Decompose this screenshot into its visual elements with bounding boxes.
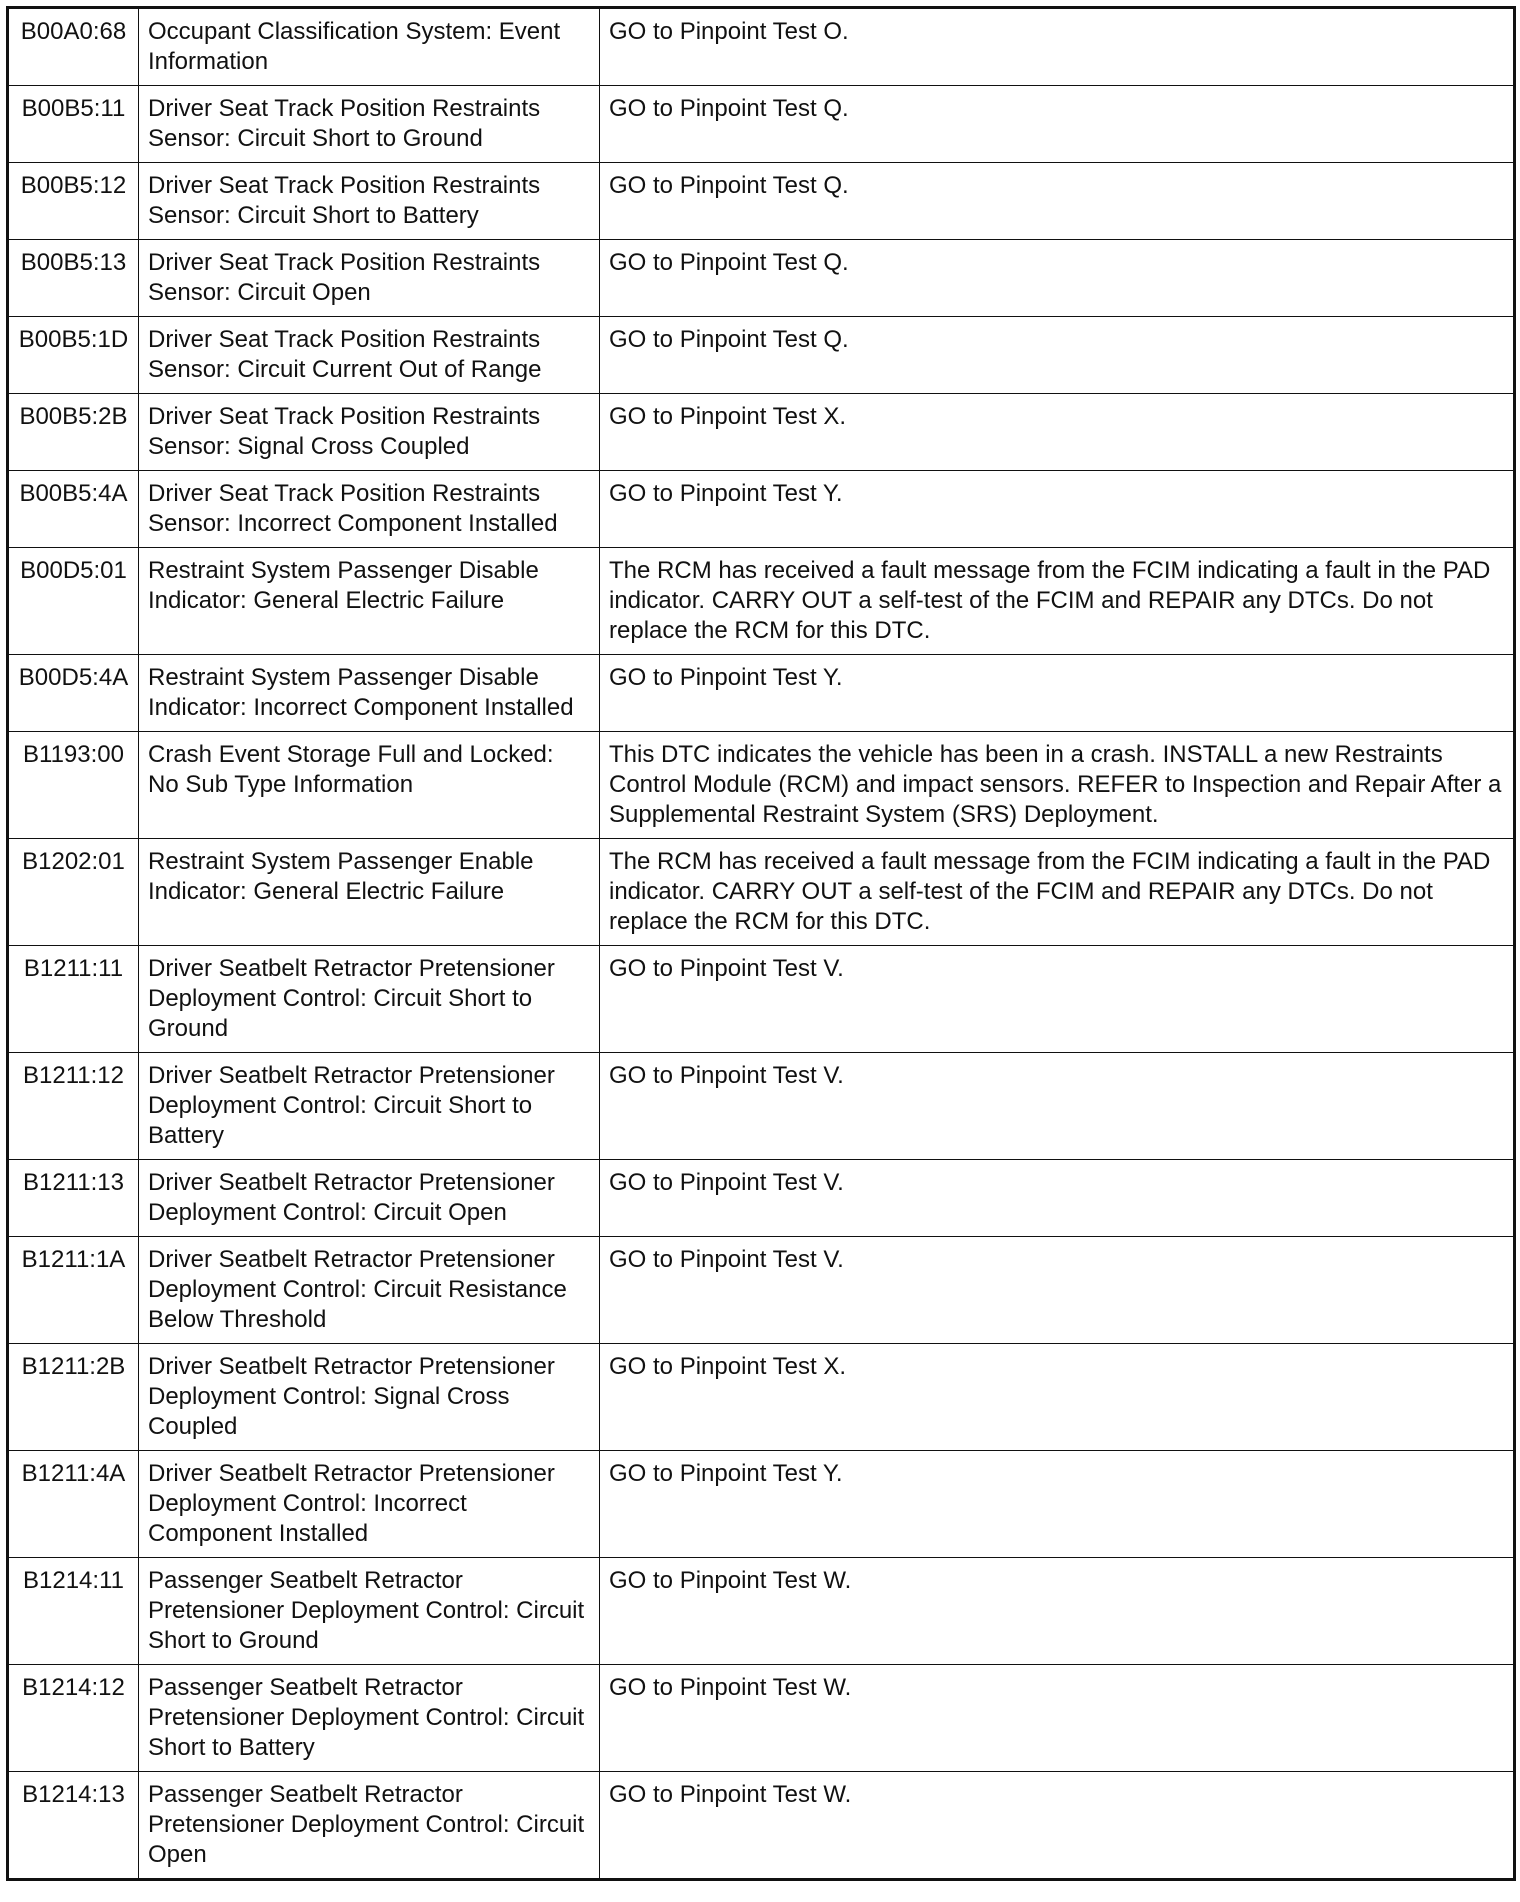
- dtc-code-cell: B1211:1A: [8, 1237, 139, 1344]
- dtc-description-cell: Driver Seat Track Position Restraints Sensor: Circuit Open: [139, 240, 600, 317]
- table-row: [8, 1053, 1515, 1160]
- dtc-action-cell: GO to Pinpoint Test Y.: [600, 471, 1515, 548]
- dtc-description-cell: Driver Seat Track Position Restraints Sensor: Signal Cross Coupled: [139, 394, 600, 471]
- dtc-description-cell: Driver Seat Track Position Restraints Sensor: Circuit Short to Battery: [139, 163, 600, 240]
- dtc-code-cell: B1214:11: [8, 1558, 139, 1665]
- table-row: [8, 86, 1515, 163]
- dtc-code-cell: B00B5:13: [8, 240, 139, 317]
- dtc-code-cell: B1211:4A: [8, 1451, 139, 1558]
- dtc-code-cell: B1193:00: [8, 732, 139, 839]
- table-row: [8, 548, 1515, 655]
- dtc-description-cell: Restraint System Passenger Disable Indicator: General Electric Failure: [139, 548, 600, 655]
- dtc-code-cell: B00B5:4A: [8, 471, 139, 548]
- table-row: [8, 655, 1515, 732]
- dtc-code-cell: B00B5:2B: [8, 394, 139, 471]
- table-row: [8, 946, 1515, 1053]
- dtc-action-cell: The RCM has received a fault message from the FCIM indicating a fault in the PAD indicator. CARRY OUT a self-test of the FCIM and REPAIR any DTCs. Do not replace the RCM for this DTC.: [600, 839, 1515, 946]
- table-row: [8, 1665, 1515, 1772]
- dtc-action-cell: GO to Pinpoint Test Q.: [600, 317, 1515, 394]
- table-row: [8, 1160, 1515, 1237]
- dtc-code-cell: B1211:13: [8, 1160, 139, 1237]
- dtc-code-cell: B00B5:11: [8, 86, 139, 163]
- table-row: [8, 394, 1515, 471]
- dtc-action-cell: GO to Pinpoint Test V.: [600, 1237, 1515, 1344]
- dtc-action-cell: GO to Pinpoint Test Q.: [600, 86, 1515, 163]
- dtc-description-cell: Driver Seat Track Position Restraints Sensor: Circuit Current Out of Range: [139, 317, 600, 394]
- dtc-code-cell: B1211:11: [8, 946, 139, 1053]
- table-row: [8, 839, 1515, 946]
- dtc-description-cell: Driver Seatbelt Retractor Pretensioner Deployment Control: Circuit Open: [139, 1160, 600, 1237]
- table-row: [8, 163, 1515, 240]
- dtc-action-cell: GO to Pinpoint Test W.: [600, 1558, 1515, 1665]
- dtc-code-cell: B1202:01: [8, 839, 139, 946]
- dtc-action-cell: This DTC indicates the vehicle has been in a crash. INSTALL a new Restraints Control Module (RCM) and impact sensors. REFER to Inspection and Repair After a Supplemental Restraint System (SRS) Deployment.: [600, 732, 1515, 839]
- table-row: [8, 1237, 1515, 1344]
- dtc-action-cell: GO to Pinpoint Test W.: [600, 1665, 1515, 1772]
- dtc-action-cell: GO to Pinpoint Test Y.: [600, 655, 1515, 732]
- dtc-description-cell: Passenger Seatbelt Retractor Pretensioner Deployment Control: Circuit Open: [139, 1772, 600, 1880]
- dtc-action-cell: GO to Pinpoint Test Q.: [600, 240, 1515, 317]
- dtc-code-cell: B1214:13: [8, 1772, 139, 1880]
- dtc-description-cell: Driver Seatbelt Retractor Pretensioner Deployment Control: Circuit Resistance Below Threshold: [139, 1237, 600, 1344]
- dtc-description-cell: Driver Seatbelt Retractor Pretensioner Deployment Control: Circuit Short to Ground: [139, 946, 600, 1053]
- dtc-code-cell: B1214:12: [8, 1665, 139, 1772]
- dtc-description-cell: Driver Seat Track Position Restraints Sensor: Incorrect Component Installed: [139, 471, 600, 548]
- dtc-description-cell: Driver Seat Track Position Restraints Sensor: Circuit Short to Ground: [139, 86, 600, 163]
- table-row: [8, 732, 1515, 839]
- dtc-code-cell: B00A0:68: [8, 8, 139, 86]
- dtc-code-cell: B00B5:12: [8, 163, 139, 240]
- dtc-action-cell: GO to Pinpoint Test Y.: [600, 1451, 1515, 1558]
- dtc-action-cell: GO to Pinpoint Test V.: [600, 1053, 1515, 1160]
- dtc-code-cell: B1211:2B: [8, 1344, 139, 1451]
- dtc-action-cell: GO to Pinpoint Test X.: [600, 1344, 1515, 1451]
- table-row: [8, 1451, 1515, 1558]
- dtc-action-cell: GO to Pinpoint Test O.: [600, 8, 1515, 86]
- dtc-description-cell: Crash Event Storage Full and Locked: No Sub Type Information: [139, 732, 600, 839]
- dtc-action-cell: The RCM has received a fault message from the FCIM indicating a fault in the PAD indicator. CARRY OUT a self-test of the FCIM and REPAIR any DTCs. Do not replace the RCM for this DTC.: [600, 548, 1515, 655]
- dtc-description-cell: Passenger Seatbelt Retractor Pretensioner Deployment Control: Circuit Short to Ground: [139, 1558, 600, 1665]
- table-row: [8, 240, 1515, 317]
- table-row: [8, 317, 1515, 394]
- dtc-action-cell: GO to Pinpoint Test X.: [600, 394, 1515, 471]
- dtc-code-cell: B1211:12: [8, 1053, 139, 1160]
- dtc-table: [6, 6, 1516, 1881]
- dtc-description-cell: Restraint System Passenger Enable Indicator: General Electric Failure: [139, 839, 600, 946]
- table-row: [8, 1772, 1515, 1880]
- dtc-code-cell: B00D5:4A: [8, 655, 139, 732]
- table-row: [8, 471, 1515, 548]
- dtc-description-cell: Occupant Classification System: Event Information: [139, 8, 600, 86]
- dtc-action-cell: GO to Pinpoint Test W.: [600, 1772, 1515, 1880]
- dtc-code-cell: B00B5:1D: [8, 317, 139, 394]
- table-row: [8, 1344, 1515, 1451]
- table-row: [8, 8, 1515, 86]
- dtc-description-cell: Driver Seatbelt Retractor Pretensioner Deployment Control: Incorrect Component Installed: [139, 1451, 600, 1558]
- dtc-description-cell: Driver Seatbelt Retractor Pretensioner Deployment Control: Signal Cross Coupled: [139, 1344, 600, 1451]
- dtc-action-cell: GO to Pinpoint Test Q.: [600, 163, 1515, 240]
- dtc-code-cell: B00D5:01: [8, 548, 139, 655]
- table-row: [8, 1558, 1515, 1665]
- dtc-description-cell: Passenger Seatbelt Retractor Pretensioner Deployment Control: Circuit Short to Battery: [139, 1665, 600, 1772]
- dtc-action-cell: GO to Pinpoint Test V.: [600, 946, 1515, 1053]
- dtc-description-cell: Restraint System Passenger Disable Indicator: Incorrect Component Installed: [139, 655, 600, 732]
- dtc-action-cell: GO to Pinpoint Test V.: [600, 1160, 1515, 1237]
- dtc-description-cell: Driver Seatbelt Retractor Pretensioner Deployment Control: Circuit Short to Battery: [139, 1053, 600, 1160]
